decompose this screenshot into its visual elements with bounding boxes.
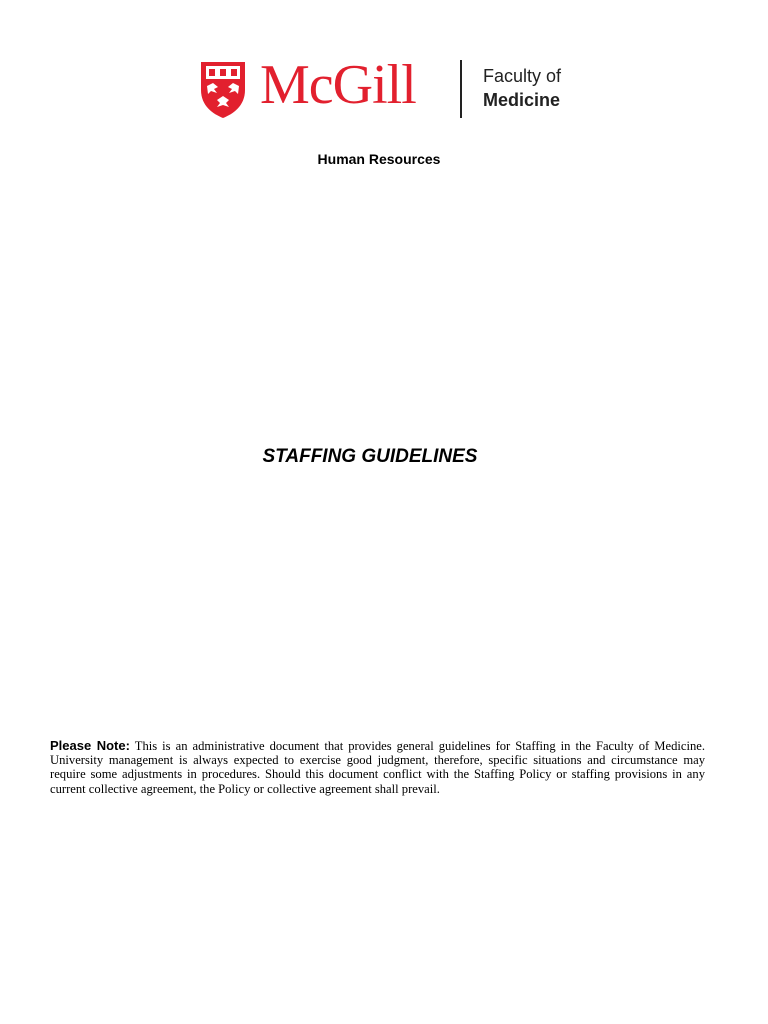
note-label: Please Note: [50,738,130,753]
faculty-name: Medicine [483,90,561,110]
mcgill-crest-icon [199,60,247,120]
logo-divider [460,60,462,118]
document-title: STAFFING GUIDELINES [262,446,478,467]
department-heading: Human Resources [317,151,441,167]
faculty-label: Faculty of [483,66,562,86]
mcgill-logo [199,54,562,124]
please-note-paragraph [50,739,705,796]
note-text: This is an administrative document that provides general guidelines for Staffing in the Faculty of Medicine. University management is always expected to exercise good judgment, therefore, specific situations and circumstance may require some adjustments in procedures. Should this document conflict with the Staffing Policy or staffing provisions in any current collective agreement, the Policy or collective agreement shall prevail. [50,739,705,796]
mcgill-wordmark: McGill [260,54,416,116]
